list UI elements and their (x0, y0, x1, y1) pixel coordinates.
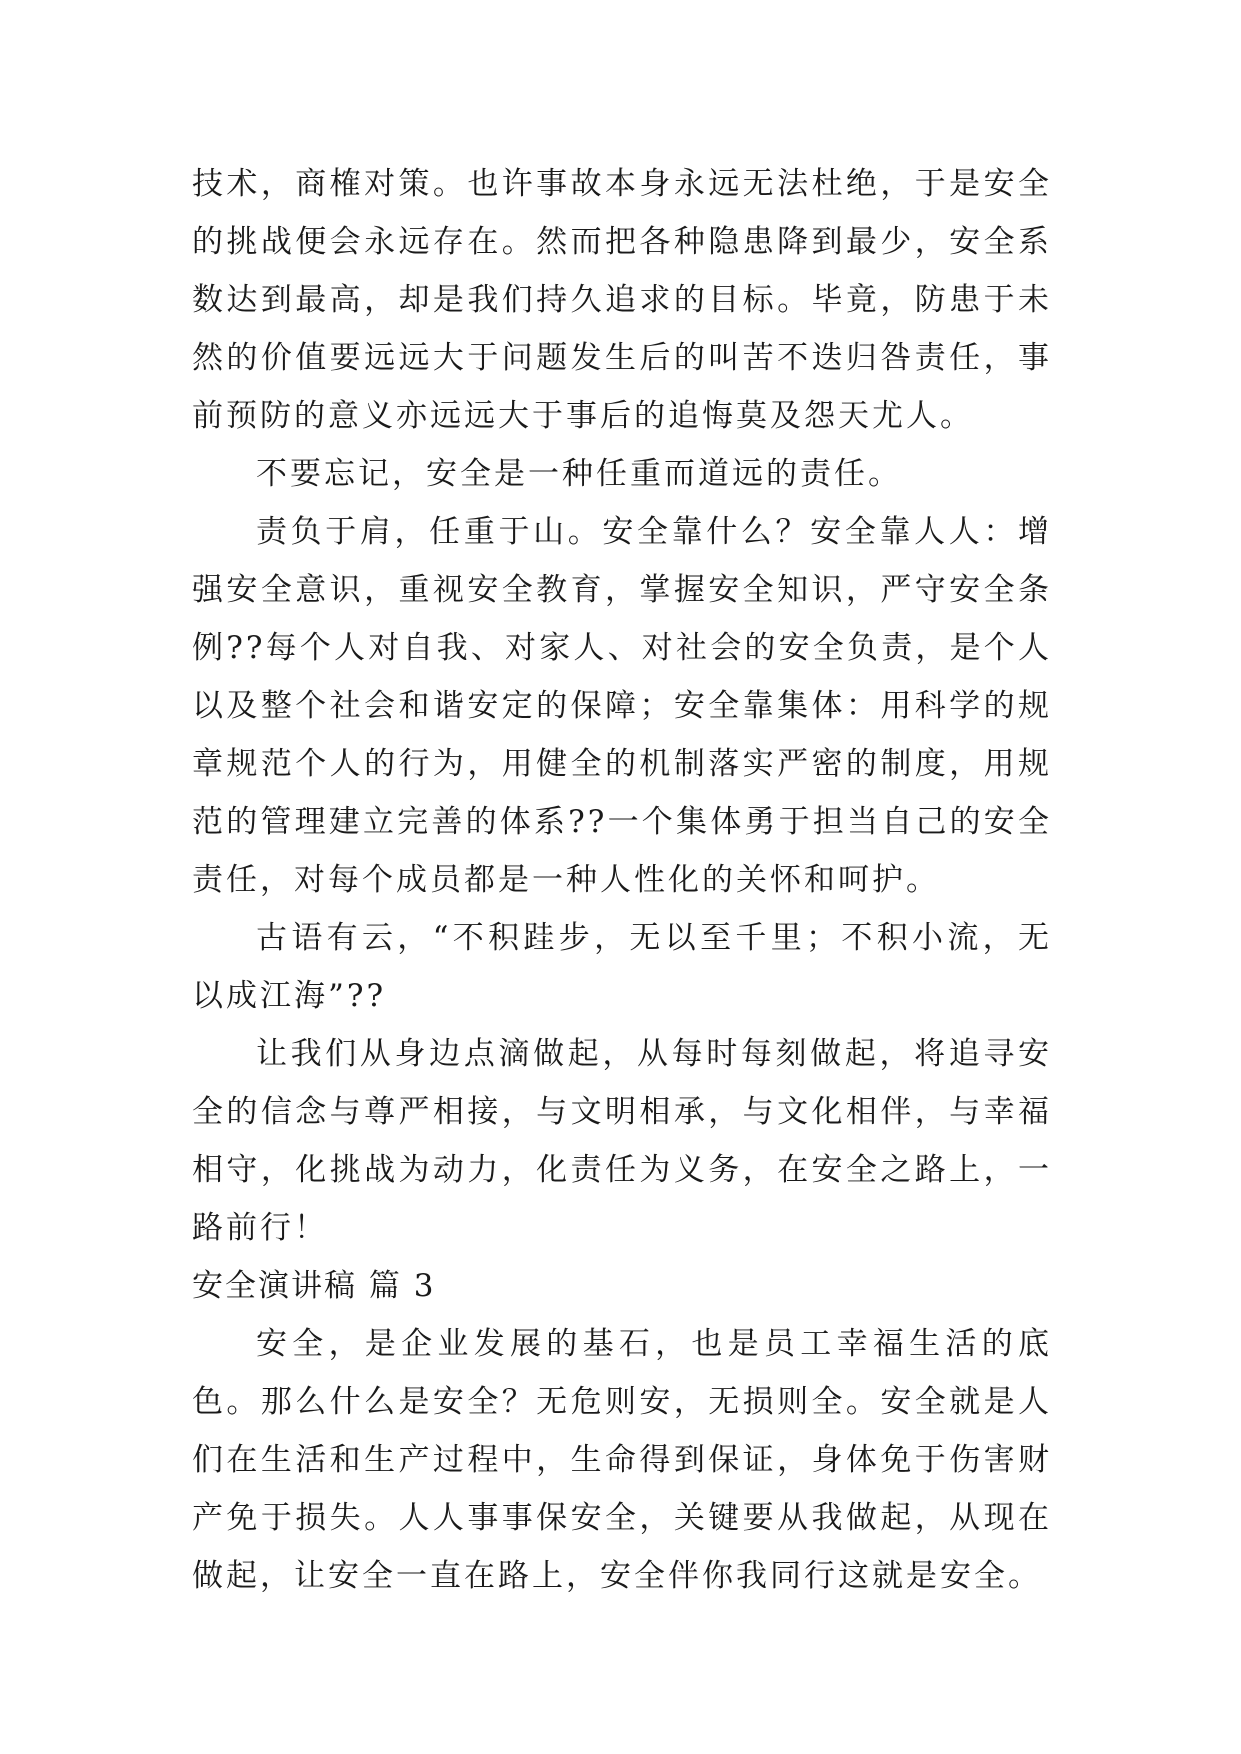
body-paragraph: 古语有云，“不积跬步，无以至千里；不积小流，无以成江海”?? (192, 920, 1052, 1014)
body-paragraph: 不要忘记，安全是一种任重而道远的责任。 (256, 456, 902, 492)
section-heading: 安全演讲稿 篇 3 (192, 1268, 436, 1304)
body-paragraph: 技术，商榷对策。也许事故本身永远无法杜绝，于是安全的挑战便会永远存在。然而把各种隐患降到最少，安全系数达到最高，却是我们持久追求的目标。毕竟，防患于未然的价值要远远大于问题发生后的叫苦不迭归咎责任，事前预防的意义亦远远大于事后的追悔莫及怨天尤人。 (192, 166, 1052, 434)
body-paragraph: 让我们从身边点滴做起，从每时每刻做起，将追寻安全的信念与尊严相接，与文明相承，与文化相伴，与幸福相守，化挑战为动力，化责任为义务，在安全之路上，一路前行！ (192, 1036, 1052, 1246)
document-page (192, 155, 1052, 1605)
body-paragraph: 安全，是企业发展的基石，也是员工幸福生活的底色。那么什么是安全？无危则安，无损则全。安全就是人们在生活和生产过程中，生命得到保证，身体免于伤害财产免于损失。人人事事保安全，关键要从我做起，从现在做起，让安全一直在路上，安全伴你我同行这就是安全。 (192, 1326, 1052, 1594)
body-paragraph: 责负于肩，任重于山。安全靠什么？安全靠人人：增强安全意识，重视安全教育，掌握安全知识，严守安全条例??每个人对自我、对家人、对社会的安全负责，是个人以及整个社会和谐安定的保障；安全靠集体：用科学的规章规范个人的行为，用健全的机制落实严密的制度，用规范的管理建立完善的体系??一个集体勇于担当自己的安全责任，对每个成员都是一种人性化的关怀和呵护。 (192, 514, 1052, 898)
